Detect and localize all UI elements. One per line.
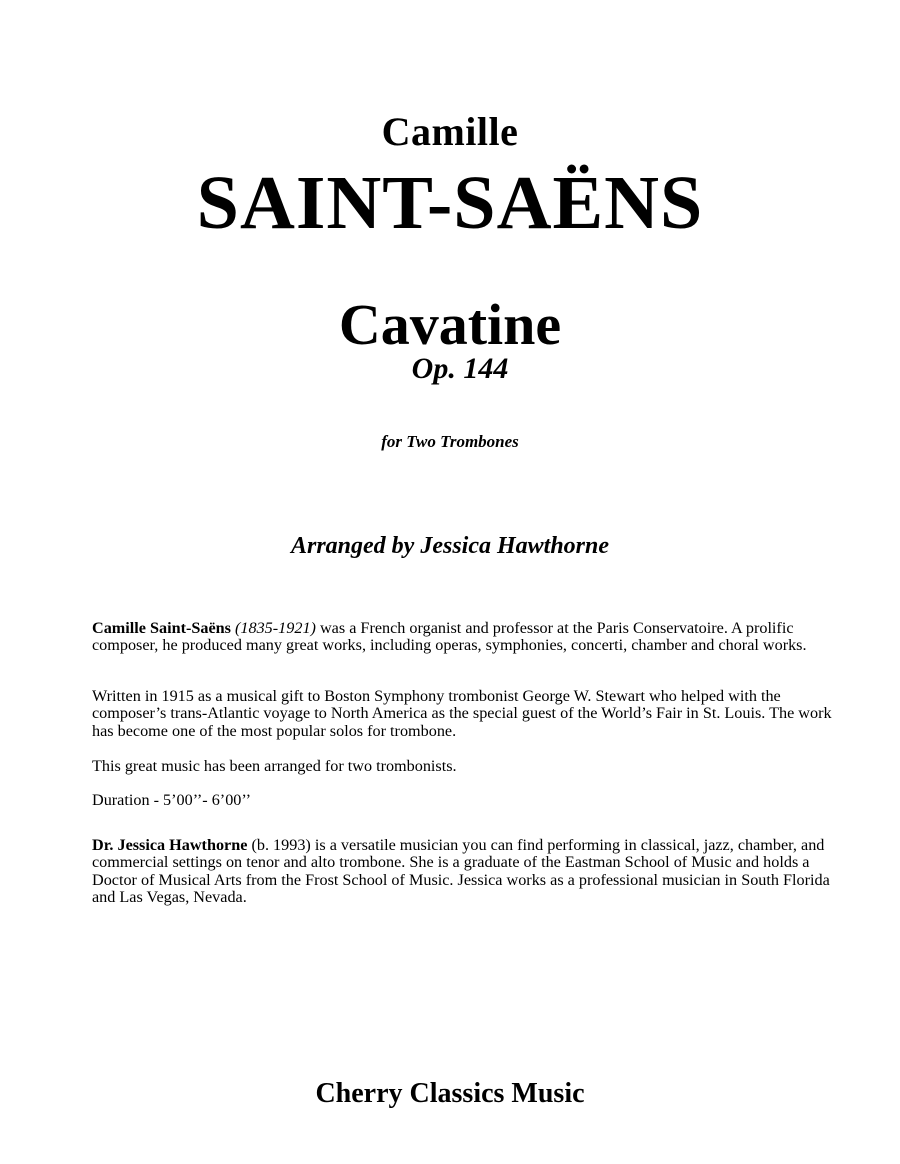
arrangement-note-paragraph [92, 758, 852, 775]
composer-first-name: Camille [381, 109, 519, 154]
arranger-bio-name: Dr. Jessica Hawthorne [92, 836, 248, 854]
composer-bio-dates: (1835-1921) [235, 619, 316, 637]
composer-bio-text: was a French organist and professor at the Paris Conservatoire. A prolific composer, he produced many great works, including operas, symphonies, concerti, chamber and choral works. [92, 619, 807, 655]
opus-number: Op. 144 [411, 352, 509, 385]
composer-last-name: SAINT-SAËNS [196, 161, 704, 245]
arranger-credit: Arranged by Jessica Hawthorne [290, 533, 610, 559]
duration-paragraph [92, 792, 852, 809]
duration-text: Duration - 5’00’’- 6’00’’ [92, 791, 251, 809]
arranger-bio-text: (b. 1993) is a versatile musician you can find performing in classical, jazz, chamber, and commercial settings on tenor and alto trombone. She is a graduate of the Eastman School of Music and holds a Doctor of Musical Arts from the Frost School of Music. Jessica works as a professional musician in South Florida and Las Vegas, Nevada. [92, 836, 830, 907]
composer-bio-paragraph [92, 620, 852, 655]
instrumentation: for Two Trombones [381, 432, 519, 451]
arrangement-note-text: This great music has been arranged for two trombonists. [92, 757, 457, 775]
publisher-name: Cherry Classics Music [315, 1078, 585, 1109]
arranger-bio-paragraph [92, 837, 852, 907]
history-text: Written in 1915 as a musical gift to Boston Symphony trombonist George W. Stewart who helped with the composer’s trans-Atlantic voyage to North America as the special guest of the World’s Fair in St. Louis. The work has become one of the most popular solos for trombone. [92, 687, 832, 740]
history-paragraph [92, 688, 852, 740]
work-title: Cavatine [338, 292, 562, 357]
composer-bio-name: Camille Saint-Saëns [92, 619, 231, 637]
